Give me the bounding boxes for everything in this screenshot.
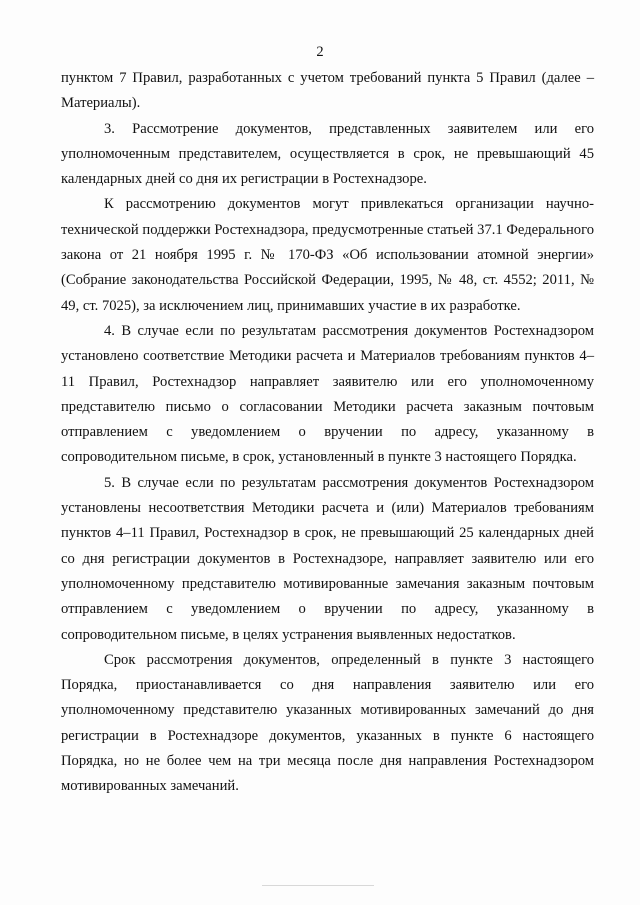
paragraph-review-suspension: Срок рассмотрения документов, определенный в пункте 3 настоящего Порядка, приостанавливается со дня направления заявителю или его уполномоченному представителю указанных мотивированных замечаний до дня регистрации в Ростехнадзоре документов, указанных в пункте 6 настоящего Порядка, но не более чем на три месяца после дня направления Ростехнадзором мотивированных замечаний. — [61, 651, 594, 795]
page-number: 2 — [316, 44, 324, 60]
paragraph-review-organizations: К рассмотрению документов могут привлекаться организации научно-технической поддержки Ростехнадзора, предусмотренные статьей 37.1 Федерального закона от 21 ноября 1995 г. № 170-ФЗ «Об использовании атомной энергии» (Собрание законодательства Российской Федерации, 1995, № 48, ст. 4552; 2011, № 49, ст. 7025), за исключением лиц, принимавших участие в их разработке. — [61, 196, 594, 314]
paragraph-continuation: пунктом 7 Правил, разработанных с учетом требований пункта 5 Правил (далее – Материалы). — [61, 70, 594, 112]
paragraph-item-5: 5. В случае если по результатам рассмотрения документов Ростехнадзором установлены несоответствия Методики расчета и (или) Материалов требованиям пунктов 4–11 Правил, Ростехнадзор в срок, не превышающий 25 календарных дней со дня регистрации документов в Ростехнадзоре, направляет заявителю или его уполномоченному представителю мотивированные замечания заказным почтовым отправлением с уведомлением о вручении по адресу, указанному в сопроводительном письме, в целях устранения выявленных недостатков. — [61, 474, 594, 643]
paragraph-item-3: 3. Рассмотрение документов, представленных заявителем или его уполномоченным представителем, осуществляется в срок, не превышающий 45 календарных дней со дня их регистрации в Ростехнадзоре. — [61, 120, 594, 188]
document-body — [61, 66, 594, 800]
footer-divider — [262, 885, 374, 886]
paragraph-item-4: 4. В случае если по результатам рассмотрения документов Ростехнадзором установлено соответствие Методики расчета и Материалов требованиям пунктов 4–11 Правил, Ростехнадзор направляет заявителю или его уполномоченному представителю письмо о согласовании Методики расчета заказным почтовым отправлением с уведомлением о вручении по адресу, указанному в сопроводительном письме, в срок, установленный в пункте 3 настоящего Порядка. — [61, 322, 594, 466]
